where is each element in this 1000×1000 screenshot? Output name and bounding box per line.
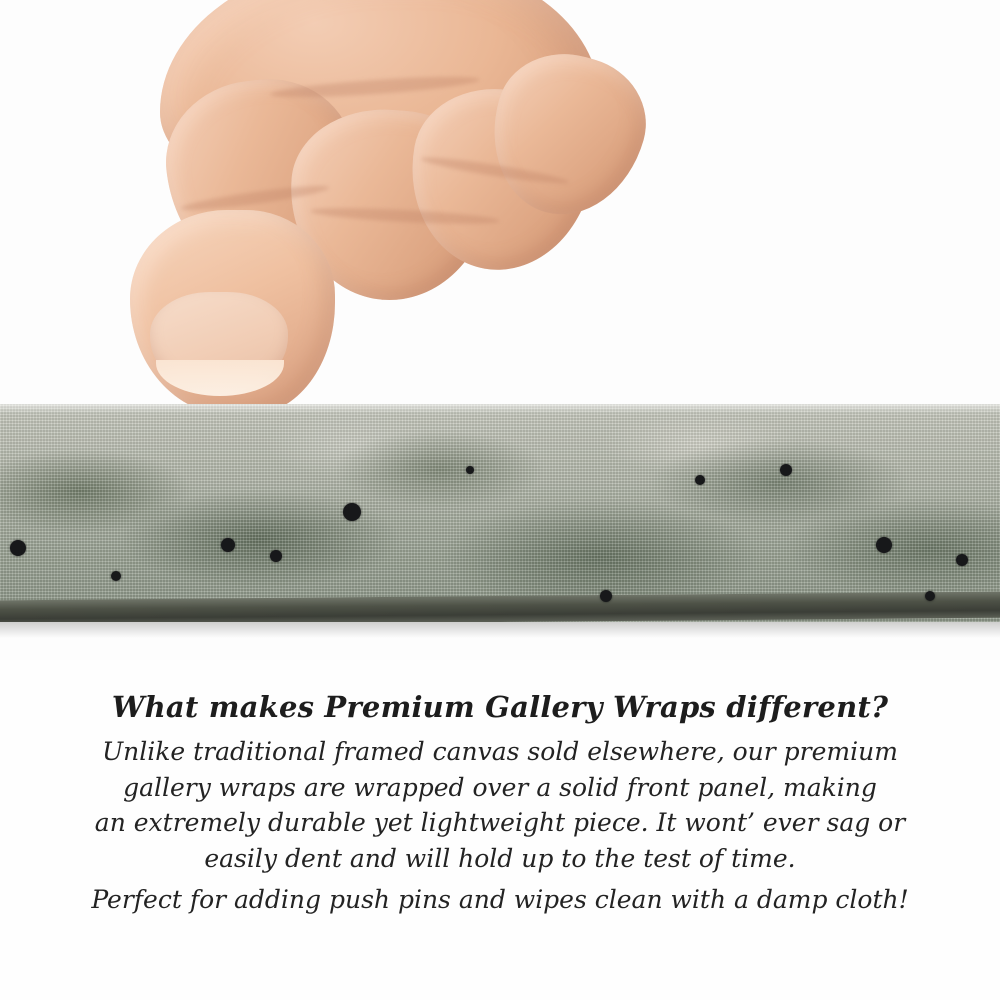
canvas-speck: [10, 540, 26, 556]
canvas-speck: [600, 590, 612, 602]
caption-final-line: Perfect for adding push pins and wipes clean with a damp cloth!: [91, 885, 909, 914]
caption-block: [0, 690, 1000, 918]
caption-line-1: Unlike traditional framed canvas sold elsewhere, our premium: [102, 737, 898, 766]
canvas-speck: [780, 464, 792, 476]
caption-body: [0, 734, 1000, 918]
canvas-wrap-edge: [0, 404, 1000, 622]
canvas-speck: [111, 571, 121, 581]
caption-line-2: gallery wraps are wrapped over a solid front panel, making: [123, 772, 877, 802]
canvas-bottom-edge: [0, 592, 1000, 622]
canvas-top-highlight: [0, 404, 1000, 414]
canvas-speck: [270, 550, 282, 562]
canvas-speck: [925, 591, 935, 601]
canvas-speck: [343, 503, 361, 521]
canvas-speck: [695, 475, 705, 485]
thumb: [130, 210, 335, 415]
caption-heading: What makes Premium Gallery Wraps different?: [111, 690, 889, 724]
caption-line-4: easily dent and will hold up to the test of time.: [204, 843, 796, 873]
canvas-speck: [876, 537, 892, 553]
hand-illustration: [120, 0, 640, 420]
canvas-drop-shadow: [0, 622, 1000, 638]
canvas-weave-texture: [0, 404, 1000, 622]
canvas-speck: [956, 554, 968, 566]
canvas-speck: [221, 538, 235, 552]
caption-line-3: an extremely durable yet lightweight piece. It wont’ ever sag or: [94, 808, 906, 837]
thumbnail-tip: [156, 360, 284, 396]
canvas-speck: [466, 466, 474, 474]
